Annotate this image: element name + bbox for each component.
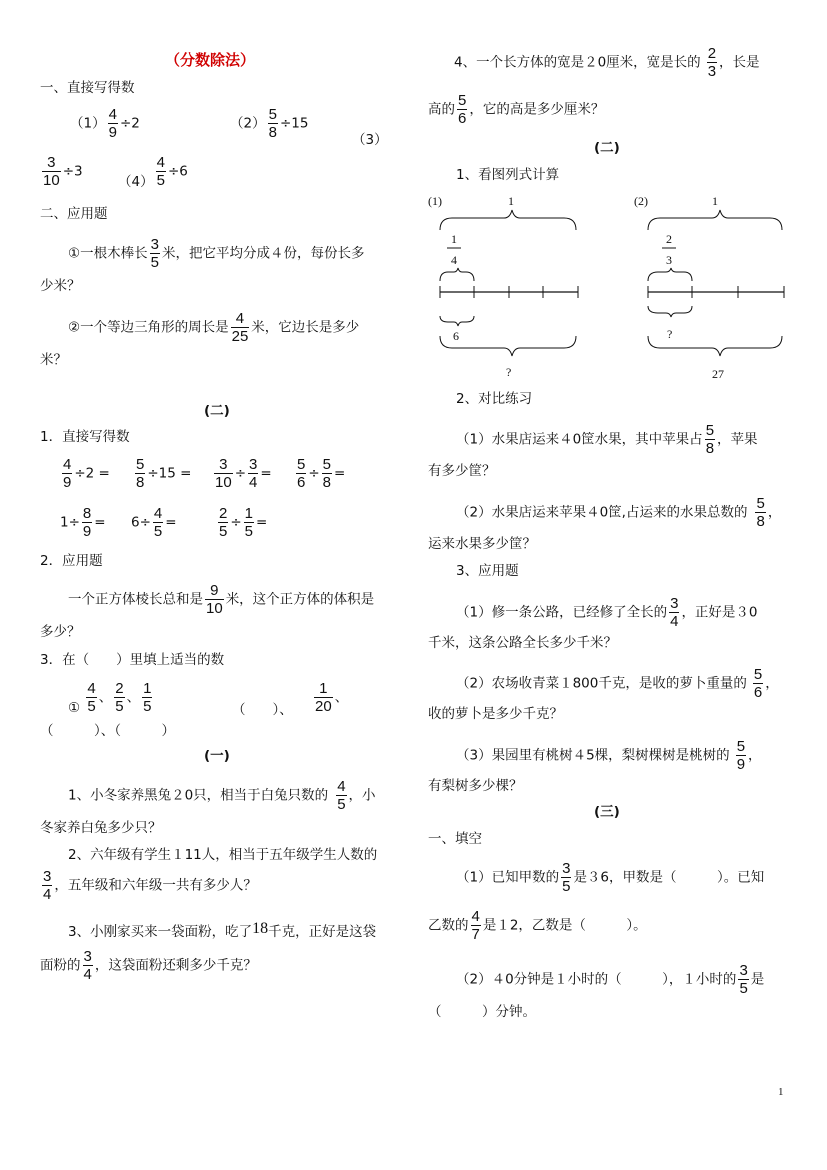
small-brace [648,306,692,317]
cube-problem: 一个正方体棱长总和是 $\frac{9}{10}$ 米，这个正方体的体积是 [68,582,375,617]
section-heading: 二、应用题 [40,206,108,222]
fraction-brace [648,268,692,281]
problem-flour-cont: 面粉的 $\frac{3}{4}$ ，这袋面粉还剩多少千克？ [40,948,257,983]
diagram-label: (1) [428,194,442,208]
small-brace [440,316,474,326]
orchard-problem-cont: 有梨树多少棵？ [428,778,523,794]
exercise-q3: $\frac{3}{10}$ ÷3 [43,154,83,189]
fraction: $\frac{3}{5}$ [150,236,159,271]
svg-text:6: 6 [453,329,459,343]
problem-students: 2、六年级有学生１11人，相当于五年级学生人数的 [68,847,378,863]
part-heading: (二) [204,403,230,419]
diagram-2 [632,188,802,388]
svg-text:1: 1 [451,232,457,246]
vegetable-problem: （2）农场收青菜１800千克，是收的萝卜重量的 $\frac{5}{6}$ ， [456,666,779,701]
problem-1: ①一根木棒长 $\frac{3}{5}$ 米，把它平均分成４份，每份长多 [68,236,365,271]
calc-item: $\frac{2}{5}$ ÷ $\frac{1}{5}$ = [219,505,268,540]
fraction: $\frac{4}{9}$ [108,106,117,141]
calc-item: $\frac{5}{6}$ ÷ $\frac{5}{8}$ = [297,456,346,491]
sub-heading: 2、对比练习 [456,391,533,407]
svg-text:27: 27 [712,367,724,381]
problem-2: ②一个等边三角形的周长是 $\frac{4}{25}$ 米，它边长是多少 [68,310,360,345]
vegetable-problem-cont: 收的萝卜是多少千克？ [428,706,563,722]
exercise-q3-label: （3） [352,132,388,148]
calc-item: $\frac{3}{10}$ ÷ $\frac{3}{4}$ = [215,456,272,491]
compare-1-cont: 有多少筐？ [428,463,496,479]
diagram-top-label: 1 [712,194,718,208]
fraction: $\frac{3}{10}$ [43,154,60,189]
bottom-brace [440,336,576,356]
section-heading: 一、直接写得数 [40,80,135,96]
cube-problem-cont: 多少？ [40,624,81,640]
svg-text:3: 3 [666,253,672,267]
diagram-1 [426,188,596,388]
section-heading: 一、填空 [428,831,482,847]
fill-blank: （ ）、 [232,702,293,718]
part-heading: (二) [594,140,620,156]
problem-rabbits-cont: 冬家养白兔多少只？ [40,820,162,836]
orchard-problem: （3）果园里有桃树４5棵，梨树棵树是桃树的 $\frac{5}{9}$ ， [456,738,762,773]
exercise-q4: （4） $\frac{4}{5}$ ÷6 [118,154,188,190]
part-heading: (一) [204,748,230,764]
exercise-q2: （2） $\frac{5}{8}$ ÷15 [230,106,309,141]
fill-sequence-end: $\frac{1}{20}$ 、 [315,680,349,715]
sub-heading: 1．直接写得数 [40,429,130,445]
road-problem: （1）修一条公路，已经修了全长的 $\frac{3}{4}$ ，正好是３0 [456,595,758,630]
fill-problem-2-cont: （ ）分钟。 [428,1004,536,1020]
compare-2-cont: 运来水果多少筐？ [428,536,536,552]
problem-1-cont: 少米？ [40,278,81,294]
fraction: $\frac{4}{25}$ [231,310,249,345]
problem-cuboid: 4、一个长方体的宽是２0厘米，宽是长的 $\frac{2}{3}$ ，长是 [454,45,760,80]
svg-text:2: 2 [666,232,672,246]
sub-heading: 2．应用题 [40,553,103,569]
problem-students-cont: $\frac{3}{4}$ ，五年级和六年级一共有多少人？ [43,868,257,903]
sub-heading: 3．在（ ）里填上适当的数 [40,652,225,668]
svg-text:?: ? [506,365,512,379]
calc-row-1: $\frac{4}{9}$ ÷2 = [63,456,110,491]
compare-2: （2）水果店运来苹果４0筐,占运来的水果总数的 $\frac{5}{8}$ ， [456,495,782,530]
part-heading: (三) [594,804,620,820]
sub-heading: 1、看图列式计算 [456,167,560,183]
fill-sequence: ① $\frac{4}{5}$ 、 $\frac{2}{5}$ 、 $\frac{1}{5}$ [68,680,152,716]
diagram-label: (2) [634,194,648,208]
page-title: （分数除法） [165,51,256,69]
calc-row-2: 1÷ $\frac{8}{9}$ = [60,505,106,540]
top-brace [440,210,576,230]
svg-text:?: ? [667,327,673,341]
compare-1: （1）水果店运来４0筐水果，其中苹果占 $\frac{5}{8}$ ，苹果 [456,422,758,457]
calc-item: $\frac{5}{8}$ ÷15 = [136,456,192,491]
svg-text:4: 4 [451,253,457,267]
problem-flour: 3、小刚家买来一袋面粉，吃了18千克，正好是这袋 [68,920,377,940]
sub-heading: 3、应用题 [456,563,519,579]
problem-cuboid-cont: 高的 $\frac{5}{6}$ ，它的高是多少厘米？ [428,92,605,127]
problem-rabbits: 1、小冬家养黑兔２0只，相当于白兔只数的 $\frac{4}{5}$ ，小 [68,778,376,813]
diagram-top-label: 1 [508,194,514,208]
fill-problem-1-cont: 乙数的 $\frac{4}{7}$ 是１2，乙数是（ ）。 [428,908,647,943]
exercise-q1: （1） $\frac{4}{9}$ ÷2 [70,106,140,141]
fill-problem-1: （1）已知甲数的 $\frac{3}{5}$ 是３6，甲数是（ ）。已知 [456,860,765,895]
fraction: $\frac{5}{8}$ [268,106,277,141]
problem-2-cont: 米？ [40,352,67,368]
calc-item: 6÷ $\frac{4}{5}$ = [131,505,177,540]
fraction-brace [440,268,474,281]
fraction: $\frac{4}{5}$ [156,154,165,189]
fill-blanks-line: （ ）、（ ） [40,723,175,739]
top-brace [648,210,782,230]
road-problem-cont: 千米，这条公路全长多少千米？ [428,635,617,651]
page-number: 1 [778,1086,784,1098]
fill-problem-2: （2）４0分钟是１小时的（ ），１小时的 $\frac{3}{5}$ 是 [456,962,765,997]
